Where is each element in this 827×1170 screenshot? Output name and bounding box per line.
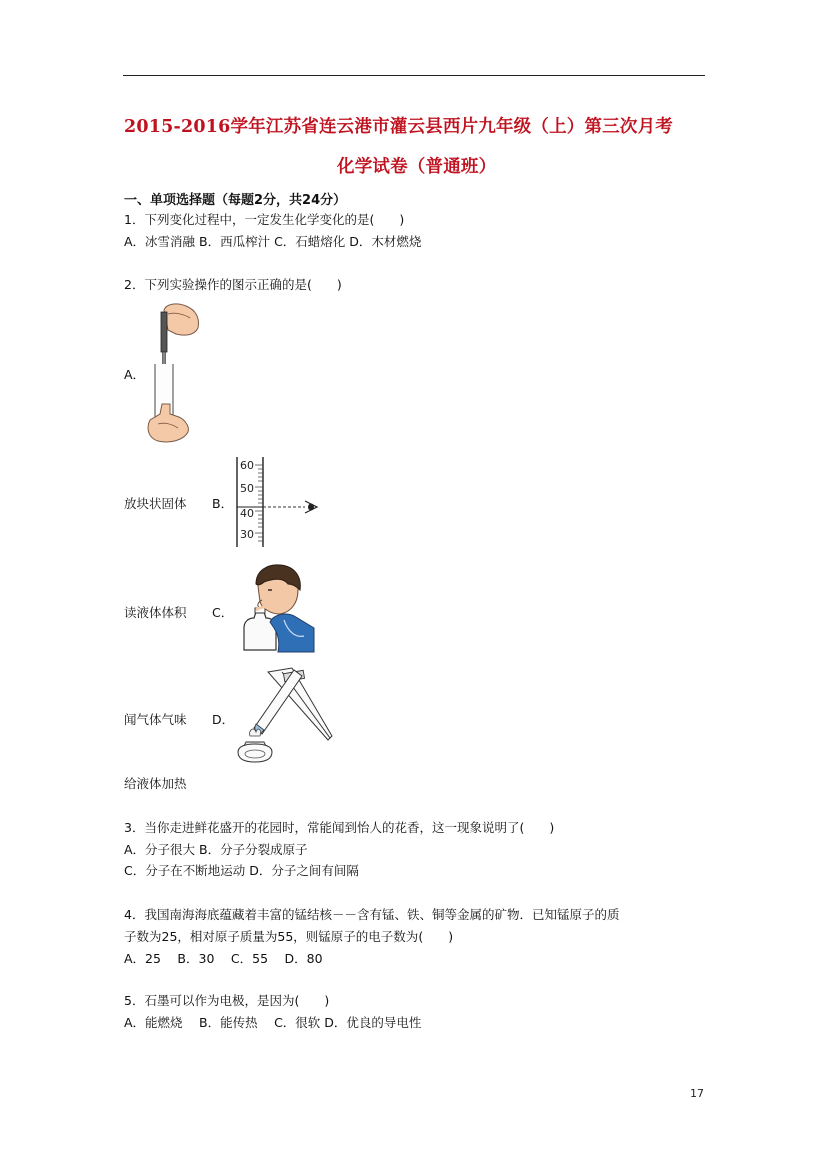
option-b-label: B． (212, 496, 234, 511)
section-heading: 一、单项选择题（每题2分，共24分） (124, 193, 347, 208)
question-4-stem-2: 子数为25，相对原子质量为55，则锰原子的电子数为( ) (124, 929, 454, 944)
question-4-options: A．25 B．30 C．55 D．80 (124, 951, 323, 966)
page-number: 17 (690, 1087, 704, 1100)
option-b-caption: 读液体体积 (124, 605, 187, 620)
smelling-gas-figure (234, 562, 316, 658)
question-3-options-1: A．分子很大 B．分子分裂成原子 (124, 842, 308, 857)
tick-label-30: 30 (240, 528, 254, 541)
question-1-options: A．冰雪消融 B．西瓜榨汁 C．石蜡熔化 D．木材燃烧 (124, 234, 422, 249)
tick-label-60: 60 (240, 459, 254, 472)
option-a-label: A． (124, 367, 146, 382)
question-5-stem: 5．石墨可以作为电极，是因为( ) (124, 993, 330, 1008)
question-2-stem: 2．下列实验操作的图示正确的是( ) (124, 277, 342, 292)
question-5-options: A．能燃烧 B．能传热 C．很软 D．优良的导电性 (124, 1015, 422, 1030)
option-a-caption: 放块状固体 (124, 496, 187, 511)
title-line-1: 2015-2016学年江苏省连云港市灌云县西片九年级（上）第三次月考 (124, 117, 673, 137)
tick-label-40: 40 (240, 507, 254, 520)
question-1-stem: 1．下列变化过程中，一定发生化学变化的是( ) (124, 212, 405, 227)
option-d-label: D． (212, 712, 235, 727)
question-3-options-2: C．分子在不断地运动 D．分子之间有间隔 (124, 863, 359, 878)
title-line-2: 化学试卷（普通班） (337, 157, 497, 177)
header-rule (123, 75, 705, 76)
option-c-label: C． (212, 605, 234, 620)
dropper-test-tube-figure (144, 300, 204, 445)
option-c-caption: 闻气体气味 (124, 712, 187, 727)
tick-label-50: 50 (240, 482, 254, 495)
option-d-caption: 给液体加热 (124, 776, 187, 791)
question-3-stem: 3．当你走进鲜花盛开的花园时，常能闻到怡人的花香，这一现象说明了( ) (124, 820, 555, 835)
graduated-cylinder-figure (233, 455, 323, 550)
heating-liquid-figure (232, 666, 336, 766)
question-4-stem-1: 4．我国南海海底蕴藏着丰富的锰结核－－含有锰、铁、铜等金属的矿物．已知锰原子的质 (124, 907, 620, 922)
